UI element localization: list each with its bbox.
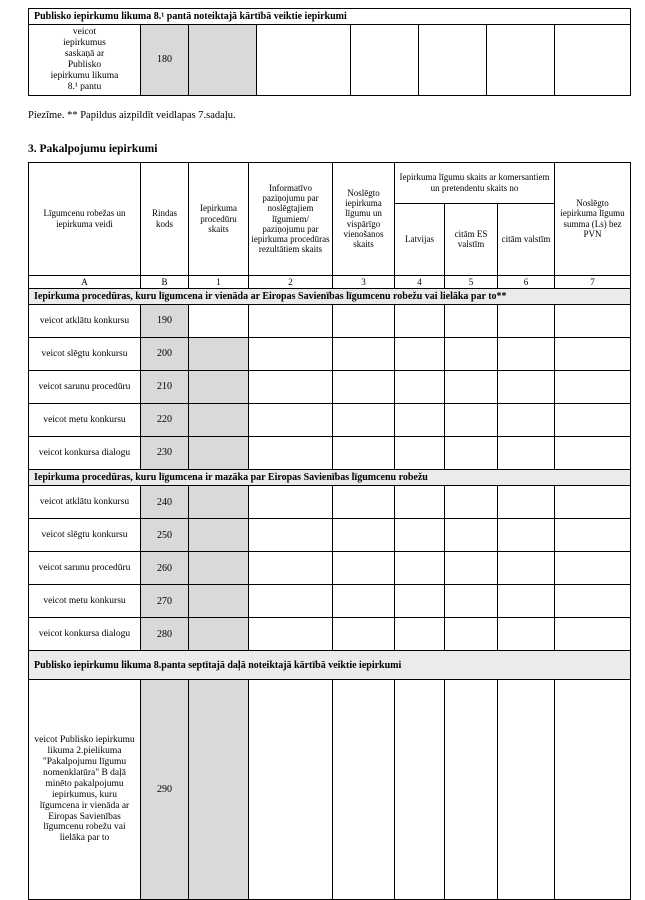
row-code: 280 <box>141 618 189 651</box>
table-8-1-pants <box>28 8 631 96</box>
data-cell-empty[interactable] <box>555 304 631 337</box>
table-row <box>29 519 631 552</box>
data-cell-empty[interactable] <box>555 618 631 651</box>
data-cell-empty[interactable] <box>189 337 249 370</box>
row-label: veicot metu konkursu <box>29 585 141 618</box>
table-row <box>29 370 631 403</box>
data-cell-empty[interactable] <box>445 403 498 436</box>
data-cell-empty[interactable] <box>257 25 351 96</box>
col-number: 5 <box>445 275 498 288</box>
table-column-numbering-row <box>29 275 631 288</box>
data-cell-empty[interactable] <box>333 403 395 436</box>
row-code: 270 <box>141 585 189 618</box>
col-header-citam-es-valstim: citām ES valstīm <box>445 203 498 275</box>
table-pakalpojumu-iepirkumi <box>28 162 631 900</box>
row-label: veicot konkursa dialogu <box>29 436 141 469</box>
document-page <box>0 8 645 900</box>
col-number: B <box>141 275 189 288</box>
data-cell-empty[interactable] <box>249 618 333 651</box>
table-row <box>29 25 631 96</box>
data-cell-empty[interactable] <box>395 403 445 436</box>
data-cell-empty[interactable] <box>498 486 555 519</box>
data-cell-empty[interactable] <box>395 585 445 618</box>
row-code: 240 <box>141 486 189 519</box>
row-label-line: iepirkumu likuma <box>50 70 119 81</box>
data-cell-empty[interactable] <box>498 337 555 370</box>
col-header-rindas-kods: Rindas kods <box>141 162 189 275</box>
table-row <box>29 436 631 469</box>
table-row <box>29 552 631 585</box>
row-label-line: 8.¹ pantu <box>67 81 102 92</box>
data-cell-empty[interactable] <box>395 519 445 552</box>
col-number: 6 <box>498 275 555 288</box>
row-code: 180 <box>141 25 189 96</box>
col-header-latvijas: Latvijas <box>395 203 445 275</box>
col-header-nosleegto-ligumu: Noslēgto iepirkuma līgumu un vispārīgo vienošanos skaits <box>333 162 395 275</box>
row-label-line: saskaņā ar <box>64 49 105 60</box>
section-banner-row <box>29 469 631 485</box>
data-cell-empty[interactable] <box>487 25 555 96</box>
data-cell-empty[interactable] <box>249 337 333 370</box>
table-header-row <box>29 9 631 25</box>
data-cell-empty[interactable] <box>445 680 498 900</box>
data-cell-empty[interactable] <box>189 519 249 552</box>
data-cell-empty[interactable] <box>498 370 555 403</box>
data-cell-empty[interactable] <box>333 436 395 469</box>
data-cell-empty[interactable] <box>249 585 333 618</box>
data-cell-empty[interactable] <box>555 337 631 370</box>
table-row <box>29 618 631 651</box>
data-cell-empty[interactable] <box>189 304 249 337</box>
data-cell-empty[interactable] <box>555 486 631 519</box>
row-code: 200 <box>141 337 189 370</box>
data-cell-empty[interactable] <box>445 486 498 519</box>
data-cell-empty[interactable] <box>333 304 395 337</box>
data-cell-empty[interactable] <box>395 486 445 519</box>
row-label: veicot konkursa dialogu <box>29 618 141 651</box>
data-cell-empty[interactable] <box>249 370 333 403</box>
data-cell-empty[interactable] <box>249 519 333 552</box>
data-cell-empty[interactable] <box>249 486 333 519</box>
data-cell-empty[interactable] <box>189 25 257 96</box>
row-label: veicot sarunu procedūru <box>29 370 141 403</box>
data-cell-empty[interactable] <box>249 436 333 469</box>
row-label: veicot atklātu konkursu <box>29 486 141 519</box>
data-cell-empty[interactable] <box>445 585 498 618</box>
data-cell-empty[interactable] <box>419 25 487 96</box>
data-cell-empty[interactable] <box>249 552 333 585</box>
banner-label-2: Iepirkuma procedūras, kuru līgumcena ir mazāka par Eiropas Savienības līgumcenu robežu <box>29 469 631 485</box>
row-label-line: iepirkumus <box>63 38 106 49</box>
data-cell-empty[interactable] <box>395 370 445 403</box>
row-code: 260 <box>141 552 189 585</box>
col-number: 4 <box>395 275 445 288</box>
data-cell-empty[interactable] <box>333 585 395 618</box>
row-code: 250 <box>141 519 189 552</box>
table-row <box>29 486 631 519</box>
table-row <box>29 304 631 337</box>
data-cell-empty[interactable] <box>189 370 249 403</box>
data-cell-empty[interactable] <box>498 519 555 552</box>
row-code: 290 <box>141 680 189 900</box>
data-cell-empty[interactable] <box>395 680 445 900</box>
col-header-summa: Noslēgto iepirkuma līgumu summa (Ls) bez PVN <box>555 162 631 275</box>
data-cell-empty[interactable] <box>498 585 555 618</box>
data-cell-empty[interactable] <box>555 519 631 552</box>
data-cell-empty[interactable] <box>249 403 333 436</box>
col-header-informativo-pazinojumu: Informatīvo paziņojumu par noslēgtajiem līgumiem/ paziņojumu par iepirkuma procedūras rezultātiem skaits <box>249 162 333 275</box>
col-header-group-komersanti: Iepirkuma līgumu skaits ar komersantiem un pretendentu skaits no <box>395 162 555 203</box>
row-label <box>29 25 141 96</box>
row-label: veicot Publisko iepirkumu likuma 2.pielikuma "Pakalpojumu līgumu nomenklatūra" B daļā minēto pakalpojumu iepirkumus, kuru līgumcena ir vienāda ar Eiropas Savienības līgumcenu robežu vai lielāka par to <box>29 680 141 900</box>
data-cell-empty[interactable] <box>445 370 498 403</box>
data-cell-empty[interactable] <box>189 403 249 436</box>
data-cell-empty[interactable] <box>445 552 498 585</box>
row-code: 220 <box>141 403 189 436</box>
section-title: 3. Pakalpojumu iepirkumi <box>28 142 158 155</box>
col-number: 7 <box>555 275 631 288</box>
data-cell-empty[interactable] <box>555 403 631 436</box>
table1-header: Publisko iepirkumu likuma 8.¹ pantā noteiktajā kārtībā veiktie iepirkumi <box>29 9 631 25</box>
data-cell-empty[interactable] <box>189 486 249 519</box>
data-cell-empty[interactable] <box>445 304 498 337</box>
data-cell-empty[interactable] <box>395 436 445 469</box>
section-banner-row <box>29 651 631 680</box>
data-cell-empty[interactable] <box>249 304 333 337</box>
data-cell-empty[interactable] <box>498 680 555 900</box>
row-label-line: veicot <box>72 27 97 38</box>
data-cell-empty[interactable] <box>395 618 445 651</box>
data-cell-empty[interactable] <box>498 304 555 337</box>
data-cell-empty[interactable] <box>555 25 631 96</box>
footnote-text: Piezīme. ** Papildus aizpildīt veidlapas 7.sadaļu. <box>28 109 236 121</box>
banner-label-1: Iepirkuma procedūras, kuru līgumcena ir vienāda ar Eiropas Savienības līgumcenu robežu vai lielāka par to** <box>29 288 631 304</box>
data-cell-empty[interactable] <box>445 337 498 370</box>
col-number: 2 <box>249 275 333 288</box>
data-cell-empty[interactable] <box>333 486 395 519</box>
data-cell-empty[interactable] <box>189 436 249 469</box>
data-cell-empty[interactable] <box>333 618 395 651</box>
row-label: veicot atklātu konkursu <box>29 304 141 337</box>
data-cell-empty[interactable] <box>395 337 445 370</box>
data-cell-empty[interactable] <box>555 436 631 469</box>
data-cell-empty[interactable] <box>189 680 249 900</box>
table-row <box>29 680 631 900</box>
data-cell-empty[interactable] <box>333 370 395 403</box>
data-cell-empty[interactable] <box>189 585 249 618</box>
data-cell-empty[interactable] <box>333 552 395 585</box>
data-cell-empty[interactable] <box>555 585 631 618</box>
data-cell-empty[interactable] <box>249 680 333 900</box>
row-code: 210 <box>141 370 189 403</box>
data-cell-empty[interactable] <box>445 436 498 469</box>
row-label: veicot slēgtu konkursu <box>29 337 141 370</box>
data-cell-empty[interactable] <box>189 552 249 585</box>
data-cell-empty[interactable] <box>555 552 631 585</box>
data-cell-empty[interactable] <box>333 337 395 370</box>
col-header-citam-valstim: citām valstīm <box>498 203 555 275</box>
row-label-line: Publisko <box>67 59 102 70</box>
table-row <box>29 403 631 436</box>
table-row <box>29 585 631 618</box>
data-cell-empty[interactable] <box>555 680 631 900</box>
data-cell-empty[interactable] <box>189 618 249 651</box>
data-cell-empty[interactable] <box>555 370 631 403</box>
row-code: 230 <box>141 436 189 469</box>
banner-label-3: Publisko iepirkumu likuma 8.panta septītajā daļā noteiktajā kārtībā veiktie iepirkumi <box>29 651 631 680</box>
row-label: veicot slēgtu konkursu <box>29 519 141 552</box>
col-number: A <box>29 275 141 288</box>
table-row <box>29 337 631 370</box>
data-cell-empty[interactable] <box>351 25 419 96</box>
data-cell-empty[interactable] <box>395 552 445 585</box>
data-cell-empty[interactable] <box>498 403 555 436</box>
col-number: 1 <box>189 275 249 288</box>
data-cell-empty[interactable] <box>498 618 555 651</box>
table-header-row-top <box>29 162 631 203</box>
row-label: veicot metu konkursu <box>29 403 141 436</box>
col-number: 3 <box>333 275 395 288</box>
col-header-robezas: Līgumcenu robežas un iepirkuma veidi <box>29 162 141 275</box>
data-cell-empty[interactable] <box>395 304 445 337</box>
data-cell-empty[interactable] <box>498 552 555 585</box>
section-banner-row <box>29 288 631 304</box>
data-cell-empty[interactable] <box>333 519 395 552</box>
data-cell-empty[interactable] <box>445 519 498 552</box>
data-cell-empty[interactable] <box>333 680 395 900</box>
col-header-proceduru-skaits: Iepirkuma procedūru skaits <box>189 162 249 275</box>
data-cell-empty[interactable] <box>498 436 555 469</box>
row-code: 190 <box>141 304 189 337</box>
row-label: veicot sarunu procedūru <box>29 552 141 585</box>
data-cell-empty[interactable] <box>445 618 498 651</box>
